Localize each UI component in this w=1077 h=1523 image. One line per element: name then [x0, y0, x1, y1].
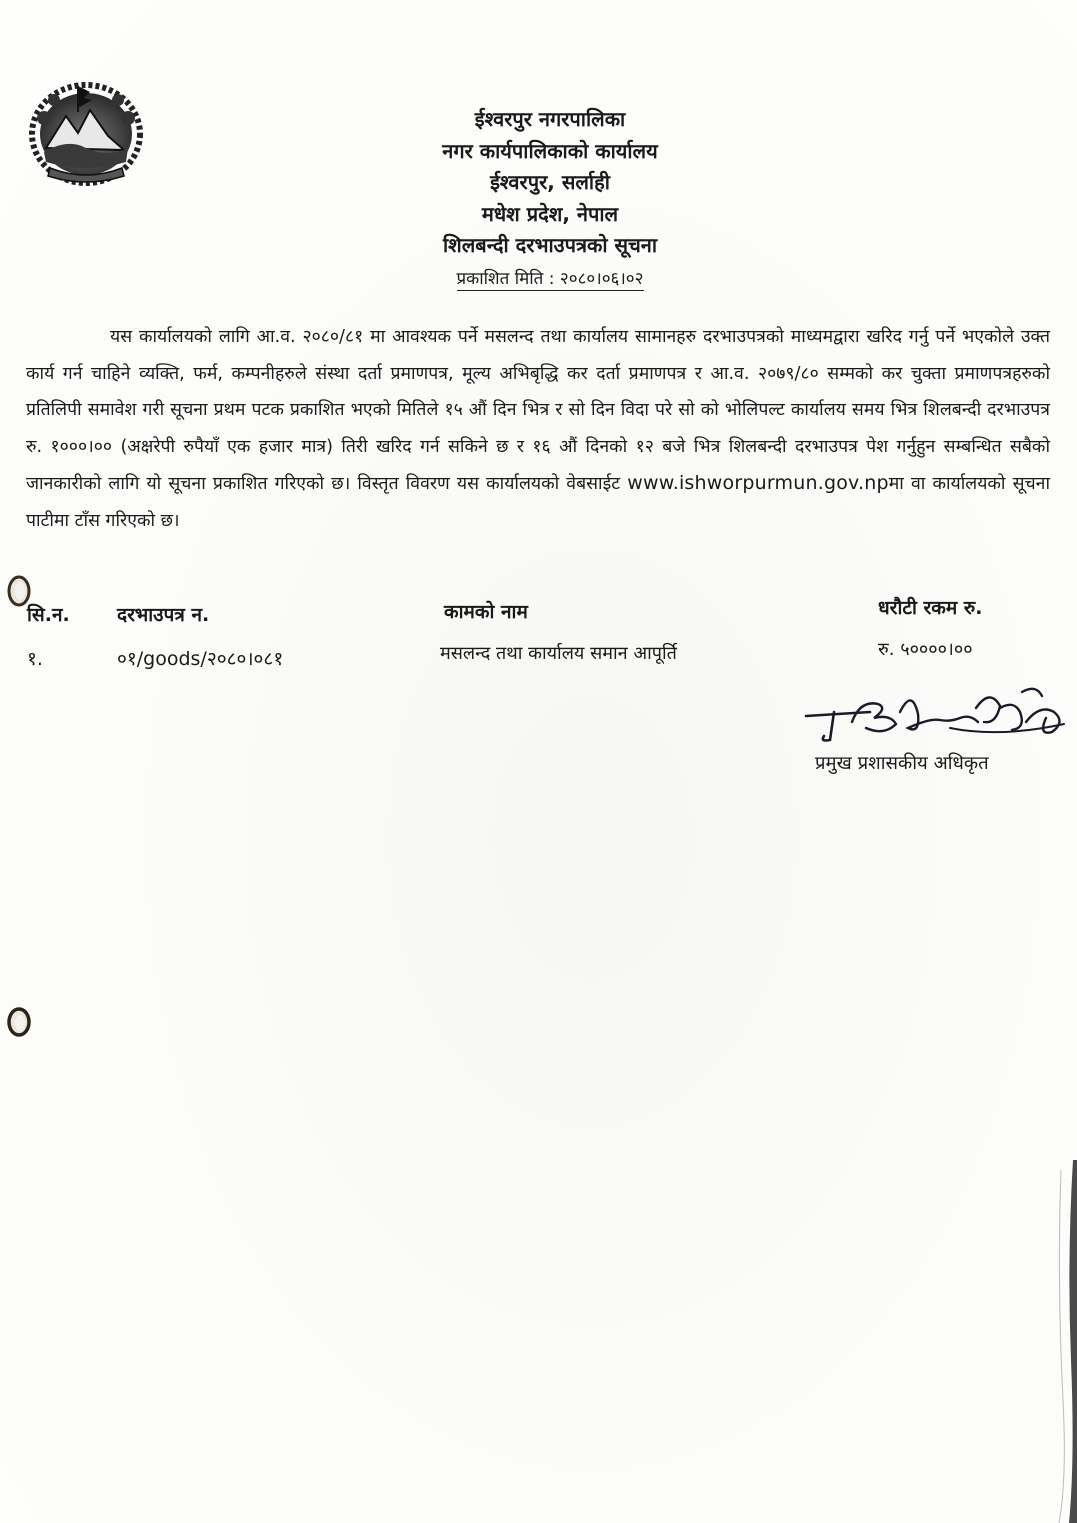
- website-url: www.ishworpurmun.gov.np: [627, 472, 889, 494]
- table-header-deposit: धरौटी रकम रु.: [878, 597, 983, 619]
- table-cell-sn: १.: [27, 648, 43, 670]
- province-country: मधेश प्रदेश, नेपाल: [481, 201, 619, 226]
- published-date-text: प्रकाशित मिति : २०८०।०६।०२: [456, 268, 644, 289]
- published-date: [330, 266, 770, 292]
- notice-body-end: मा वा कार्यालयको सूचना पाटीमा टाँस गरिएको छ।: [26, 474, 1050, 531]
- municipality-name: ईश्वरपुर नगरपालिका: [474, 107, 626, 131]
- table-header-work-name: कामको नाम: [444, 601, 528, 623]
- table-cell-bid-no: ०१/goods/२०८०।०८१: [117, 648, 284, 670]
- notice-body-text: यस कार्यालयको लागि आ.व. २०८०/८१ मा आवश्यक पर्ने मसलन्द तथा कार्यालय सामानहरु दरभाउपत्रको माध्यमद्वारा खरिद गर्नु पर्ने भएकोले उक्त कार्य गर्न चाहिने व्यक्ति, फर्म, कम्पनीहरुले संस्था दर्ता प्रमाणपत्र, मूल्य अभिबृद्धि कर दर्ता प्रमाणपत्र र आ.व. २०७९/८० सम्मको कर चुक्ता प्रमाणपत्रहरुको प्रतिलिपी समावेश गरी सूचना प्रथम पटक प्रकाशित भएको मितिले १५ औं दिन भित्र र सो दिन विदा परे सो को भोलिपल्ट कार्यालय समय भित्र शिलबन्दी दरभाउपत्र रु. १०००।०० (अक्षरेपी रुपैयाँ एक हजार मात्र) तिरी खरिद गर्न सकिने छ र १६ औं दिनको १२ बजे भित्र शिलबन्दी दरभाउपत्र पेश गर्नुहुन सम्बन्धित सबैको जानकारीको लागि यो सूचना प्रकाशित गरिएको छ। विस्तृत विवरण यस कार्यालयको वेबसाईट: [26, 327, 1051, 494]
- signatory-title: प्रमुख प्रशासकीय अधिकृत: [815, 753, 989, 774]
- punch-hole-icon: [6, 574, 32, 608]
- nepal-emblem-icon: [28, 78, 144, 186]
- signature-icon: [800, 678, 1075, 750]
- notice-title: शिलबन्दी दरभाउपत्रको सूचना: [442, 233, 658, 257]
- letterhead: [330, 104, 770, 292]
- office-name: नगर कार्यपालिकाको कार्यालय: [442, 138, 658, 163]
- table-header-bid-no: दरभाउपत्र न.: [117, 604, 210, 626]
- page-edge-shadow: [1047, 1160, 1077, 1523]
- notice-body: [26, 319, 1050, 539]
- table-header-sn: सि.न.: [27, 604, 70, 626]
- table-cell-deposit: रु. ५००००।००: [878, 639, 973, 660]
- table-cell-work-name: मसलन्द तथा कार्यालय समान आपूर्ति: [440, 643, 677, 664]
- punch-hole-icon: [6, 1005, 32, 1039]
- office-address: ईश्वरपुर, सर्लाही: [490, 170, 610, 194]
